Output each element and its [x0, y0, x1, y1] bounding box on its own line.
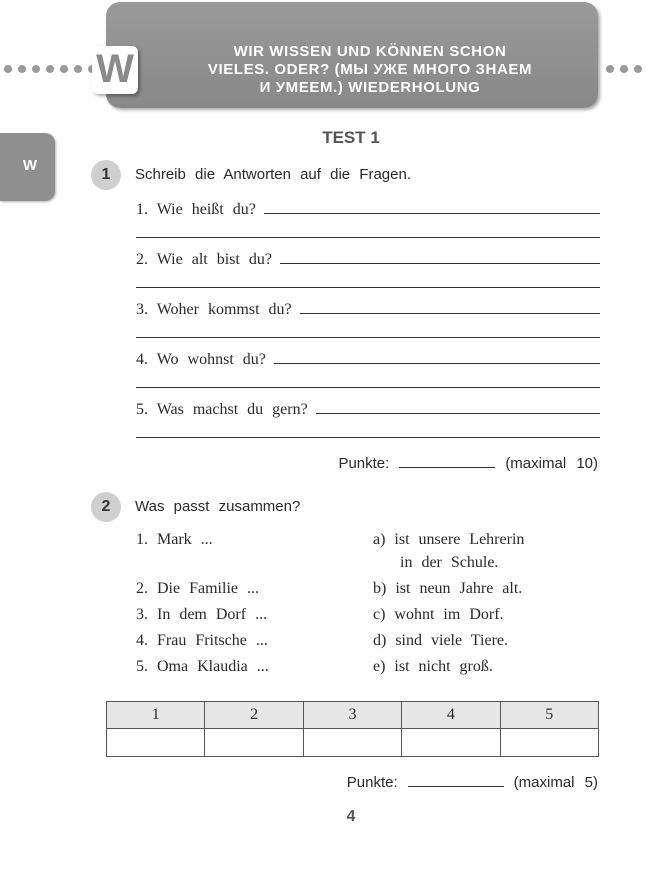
answer-line-3b[interactable]	[136, 337, 600, 338]
match-left-2: 2. Die Familie ...	[136, 580, 259, 597]
question-row-3	[136, 296, 600, 320]
task-1-points-field[interactable]	[399, 467, 495, 468]
answer-line-4b[interactable]	[136, 387, 600, 388]
task-2-points-max: (maximal 5)	[513, 774, 598, 791]
answer-cell-2[interactable]	[205, 729, 303, 757]
answer-line-5b[interactable]	[136, 437, 600, 438]
task-2-number: 2	[91, 492, 121, 522]
answer-table-header-4: 4	[402, 702, 500, 729]
chapter-badge-letter: W	[96, 47, 134, 91]
question-1-text: 1. Wie heißt du?	[136, 201, 256, 218]
answer-line-1b[interactable]	[136, 237, 600, 238]
answer-line-2b[interactable]	[136, 287, 600, 288]
answer-table-header-row	[107, 702, 599, 729]
match-right-e: e) ist nicht groß.	[373, 658, 493, 675]
task-2-points	[347, 774, 598, 791]
answer-table-header-1: 1	[107, 702, 205, 729]
task-2-points-field[interactable]	[408, 786, 504, 787]
match-left-4: 4. Frau Fritsche ...	[136, 632, 268, 649]
question-4-text: 4. Wo wohnst du?	[136, 351, 266, 368]
answer-line-3a[interactable]	[300, 313, 600, 314]
match-left-1: 1. Mark ...	[136, 531, 213, 548]
answer-cell-4[interactable]	[402, 729, 500, 757]
page-number: 4	[346, 808, 356, 825]
answer-line-5a[interactable]	[316, 413, 600, 414]
chapter-title-line-1: WIR WISSEN UND KÖNNEN SCHON	[233, 43, 507, 60]
chapter-title-line-3: И УМЕЕМ.) WIEDERHOLUNG	[259, 79, 481, 96]
task-1-points-label: Punkte:	[338, 455, 390, 472]
task-1-points	[338, 455, 598, 472]
question-2-text: 2. Wie alt bist du?	[136, 251, 272, 268]
question-5-text: 5. Was machst du gern?	[136, 401, 308, 418]
chapter-badge	[92, 46, 138, 94]
answer-line-1a[interactable]	[264, 213, 600, 214]
answer-table-header-3: 3	[303, 702, 401, 729]
task-1-number: 1	[91, 160, 121, 190]
question-row-1	[136, 196, 600, 220]
question-3-text: 3. Woher kommst du?	[136, 301, 292, 318]
match-right-c: c) wohnt im Dorf.	[373, 606, 504, 623]
question-row-4	[136, 346, 600, 370]
right-dot-divider	[606, 65, 642, 73]
answer-cell-1[interactable]	[107, 729, 205, 757]
answer-line-2a[interactable]	[280, 263, 600, 264]
chapter-title-line-2: VIELES. ODER? (МЫ УЖЕ МНОГО ЗНАЕМ	[207, 61, 533, 78]
question-row-2	[136, 246, 600, 270]
task-2-instruction: Was passt zusammen?	[135, 498, 301, 515]
match-left-3: 3. In dem Dorf ...	[136, 606, 268, 623]
match-left-5: 5. Oma Klaudia ...	[136, 658, 269, 675]
answer-table-header-2: 2	[205, 702, 303, 729]
match-right-a: a) ist unsere Lehrerin	[373, 531, 525, 548]
question-row-5	[136, 396, 600, 420]
match-right-b: b) ist neun Jahre alt.	[373, 580, 523, 597]
task-1-points-max: (maximal 10)	[505, 455, 598, 472]
left-dot-divider	[4, 65, 96, 73]
answer-cell-5[interactable]	[500, 729, 598, 757]
answer-table	[106, 701, 599, 757]
match-right-d: d) sind viele Tiere.	[373, 632, 508, 649]
task-2-points-label: Punkte:	[346, 774, 398, 791]
answer-table-input-row	[107, 729, 599, 757]
answer-line-4a[interactable]	[274, 363, 600, 364]
answer-cell-3[interactable]	[303, 729, 401, 757]
side-tab-letter: W	[22, 157, 38, 174]
task-1-instruction: Schreib die Antworten auf die Fragen.	[135, 166, 411, 183]
answer-table-header-5: 5	[500, 702, 598, 729]
chapter-title	[160, 43, 580, 97]
test-title: TEST 1	[322, 128, 380, 147]
match-right-a-continued: in der Schule.	[400, 554, 499, 571]
